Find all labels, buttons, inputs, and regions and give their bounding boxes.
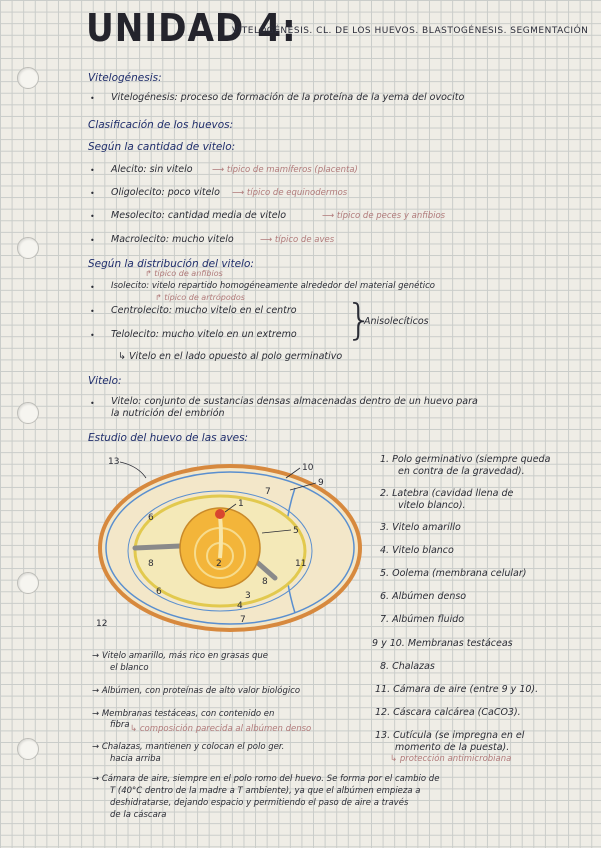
note-membranas-sub: ↳ composición parecida al albúmen denso [130,724,312,734]
germinal-disc [215,509,225,519]
legend-item-2: 2. Latebra (cavidad llena de [380,488,514,499]
by-amount-heading: Según la cantidad de vitelo: [88,141,236,153]
legend-item-8: 8. Chalazas [380,661,435,672]
section-heading-vitelogenesis: Vitelogénesis: [88,72,162,84]
binder-hole [17,572,39,594]
note-membranas: → Membranas testáceas, con contenido en [92,709,275,719]
note-albumen: → Albúmen, con proteínas de alto valor biológico [92,686,301,696]
final-note-line2: T (40°C dentro de la madre a T ambiente), ya que el albúmen empieza a [110,786,421,796]
pointer-13 [120,462,146,478]
label-11: 11 [295,559,307,569]
bullet-icon: • [90,166,95,175]
legend-item-1-cont: en contra de la gravedad). [398,466,525,477]
legend-item-11: 11. Cámara de aire (entre 9 y 10). [375,684,539,695]
legend-item-13-note: ↳ protección antimicrobiana [390,754,512,764]
bullet-icon: • [90,399,95,408]
legend-item-2-cont: vitelo blanco). [398,500,466,511]
final-note-line3: deshidratarse, dejando espacio y permitiendo el paso de aire a través [110,798,409,808]
legend-item-1: 1. Polo germinativo (siempre queda [380,454,551,465]
note-oligolecito: ⟶ típico de equinodermos [232,188,348,198]
by-distribution-heading: Según la distribución del vitelo: [88,258,254,270]
bullet-icon: • [90,283,95,292]
label-8b: 8 [262,577,268,587]
page-subtitle: VITELOGÉNESIS. CL. DE LOS HUEVOS. BLASTOGÉNESIS. SEGMENTACIÓN [232,26,589,36]
note-vitelo-amarillo: → Vitelo amarillo, más rico en grasas que [92,651,268,661]
bullet-icon: • [90,94,95,103]
label-1: 1 [238,499,244,509]
label-8: 8 [148,559,154,569]
bullet-icon: • [90,212,95,221]
legend-item-3: 3. Vitelo amarillo [380,522,461,533]
bullet-icon: • [90,307,95,316]
classification-heading: Clasificación de los huevos: [88,119,234,131]
list-item-oligolecito: Oligolecito: poco vitelo [111,187,220,198]
label-6: 6 [148,513,154,523]
brace-icon: } [346,295,373,344]
final-note-line4: de la cáscara [110,810,167,820]
binder-hole [17,67,39,89]
bullet-icon: • [90,189,95,198]
diagram-heading: Estudio del huevo de las aves: [88,432,249,444]
label-3: 3 [245,591,251,601]
list-item-mesolecito: Mesolecito: cantidad media de vitelo [111,210,287,221]
list-item-alecito: Alecito: sin vitelo [111,164,193,175]
legend-item-6: 6. Albúmen denso [380,591,467,602]
label-9: 9 [318,478,324,488]
list-item-telolecito: Telolecito: mucho vitelo en un extremo [111,329,297,340]
egg-diagram [90,448,365,638]
latebra [220,515,221,558]
legend-item-13-cont: momento de la puesta). [395,742,510,753]
note-membranas-cont: fibra [110,720,130,730]
legend-item-13: 13. Cutícula (se impregna en el [375,730,525,741]
note-vitelo-amarillo-cont: el blanco [110,663,149,673]
binder-hole [17,738,39,760]
note-isolecito: ↱ típico de anfibios [145,269,223,278]
chalaza-left [135,546,180,548]
list-item-isolecito: Isolecito: vitelo repartido homogéneamente alrededor del material genético [111,281,435,291]
final-note-line1: → Cámara de aire, siempre en el polo romo del huevo. Se forma por el cambio de [92,774,440,784]
vitelo-definition-line1: Vitelo: conjunto de sustancias densas almacenadas dentro de un huevo para [111,396,478,407]
legend-item-9-10: 9 y 10. Membranas testáceas [372,638,513,649]
note-mesolecito: ⟶ típico de peces y anfibios [322,211,446,221]
label-4: 4 [237,601,243,611]
list-item-macrolecito: Macrolecito: mucho vitelo [111,234,234,245]
label-5: 5 [293,526,299,536]
vitelo-definition-line2: la nutrición del embrión [111,408,225,419]
label-13: 13 [108,457,120,467]
legend-item-12: 12. Cáscara calcárea (CaCO3). [375,707,521,718]
label-10: 10 [302,463,314,473]
vitelo-heading: Vitelo: [88,375,122,387]
vitelogenesis-definition: Vitelogénesis: proceso de formación de la proteína de la yema del ovocito [111,92,465,103]
legend-item-7: 7. Albúmen fluido [380,614,465,625]
label-7b: 7 [240,615,246,625]
anisolecitic-label: Anisolecíticos [364,316,429,327]
bullet-icon: • [90,236,95,245]
binder-hole [17,402,39,424]
telolecito-arrow-note: ↳ Vitelo en el lado opuesto al polo germinativo [118,351,343,362]
note-chalazas: → Chalazas, mantienen y colocan el polo ger. [92,742,285,752]
legend-item-5: 5. Oolema (membrana celular) [380,568,527,579]
list-item-centrolecito: Centrolecito: mucho vitelo en el centro [111,305,297,316]
note-chalazas-cont: hacia arriba [110,754,161,764]
note-macrolecito: ⟶ típico de aves [260,235,335,245]
label-6b: 6 [156,587,162,597]
legend-item-4: 4. Vitelo blanco [380,545,454,556]
label-2: 2 [216,559,222,569]
page-title: UNIDAD 4: [86,6,297,50]
note-centrolecito: ↱ típico de artrópodos [155,293,245,302]
label-7: 7 [265,487,271,497]
note-alecito: ⟶ típico de mamíferos (placenta) [212,165,358,175]
bullet-icon: • [90,331,95,340]
label-12: 12 [96,619,108,629]
binder-hole [17,237,39,259]
